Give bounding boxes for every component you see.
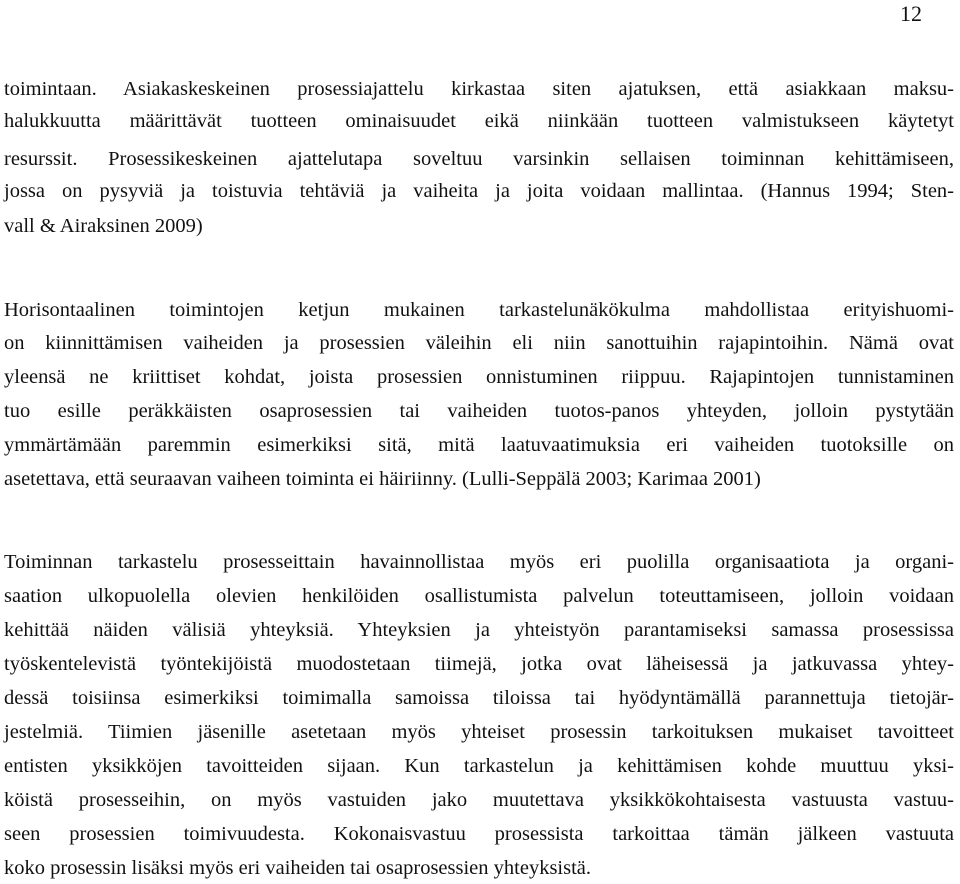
text-line: halukkuutta määrittävät tuotteen ominaisuudet eikä niinkään tuotteen valmistukseen käytetyt <box>4 110 954 132</box>
text-line: saation ulkopuolella olevien henkilöiden osallistumista palvelun toteuttamiseen, jolloin voidaan <box>4 585 954 607</box>
text-line: jestelmiä. Tiimien jäsenille asetetaan myös yhteiset prosessin tarkoituksen mukaiset tavoitteet <box>4 721 954 743</box>
text-line: kehittää näiden välisiä yhteyksiä. Yhteyksien ja yhteistyön parantamiseksi samassa prosessissa <box>4 619 954 641</box>
text-line: koko prosessin lisäksi myös eri vaiheiden tai osaprosessien yhteyksistä. <box>4 857 592 879</box>
text-line: tuo esille peräkkäisten osaprosessien tai vaiheiden tuotos-panos yhteyden, jolloin pystytään <box>4 400 954 422</box>
text-line: Horisontaalinen toimintojen ketjun mukainen tarkastelunäkökulma mahdollistaa erityishuomi- <box>4 299 954 321</box>
text-line: toimintaan. Asiakaskeskeinen prosessiajattelu kirkastaa siten ajatuksen, että asiakkaan maksu- <box>4 78 954 100</box>
text-line: Toiminnan tarkastelu prosesseittain havainnollistaa myös eri puolilla organisaatiota ja organi- <box>4 551 954 573</box>
text-line: seen prosessien toimivuudesta. Kokonaisvastuu prosessista tarkoittaa tämän jälkeen vastuuta <box>4 823 954 845</box>
text-line: yleensä ne kriittiset kohdat, joista prosessien onnistuminen riippuu. Rajapintojen tunnistaminen <box>4 366 954 388</box>
text-line: on kiinnittämisen vaiheiden ja prosessien väleihin eli niin sanottuihin rajapintoihin. Nämä ovat <box>4 332 954 354</box>
text-line: työskentelevistä työntekijöistä muodostetaan tiimejä, jotka ovat läheisessä ja jatkuvassa yhtey- <box>4 653 954 675</box>
text-line: vall & Airaksinen 2009) <box>4 215 203 237</box>
text-line: köistä prosesseihin, on myös vastuiden jako muutettava yksikkökohtaisesta vastuusta vastuu- <box>4 789 954 811</box>
text-line: resurssit. Prosessikeskeinen ajattelutapa soveltuu varsinkin sellaisen toiminnan kehittämiseen, <box>4 148 954 170</box>
text-line: dessä toisiinsa esimerkiksi toimimalla samoissa tiloissa tai hyödyntämällä parannettuja tietojär- <box>4 687 954 709</box>
text-line: entisten yksikköjen tavoitteiden sijaan. Kun tarkastelun ja kehittämisen kohde muuttuu yksi- <box>4 755 954 777</box>
text-line: asetettava, että seuraavan vaiheen toiminta ei häiriinny. (Lulli-Seppälä 2003; Karimaa 2001) <box>4 468 761 490</box>
text-line: ymmärtämään paremmin esimerkiksi sitä, mitä laatuvaatimuksia eri vaiheiden tuotoksille on <box>4 434 954 456</box>
text-line: jossa on pysyviä ja toistuvia tehtäviä ja vaiheita ja joita voidaan mallintaa. (Hannus 1994; Sten- <box>4 180 954 202</box>
page-number: 12 <box>900 1 922 26</box>
